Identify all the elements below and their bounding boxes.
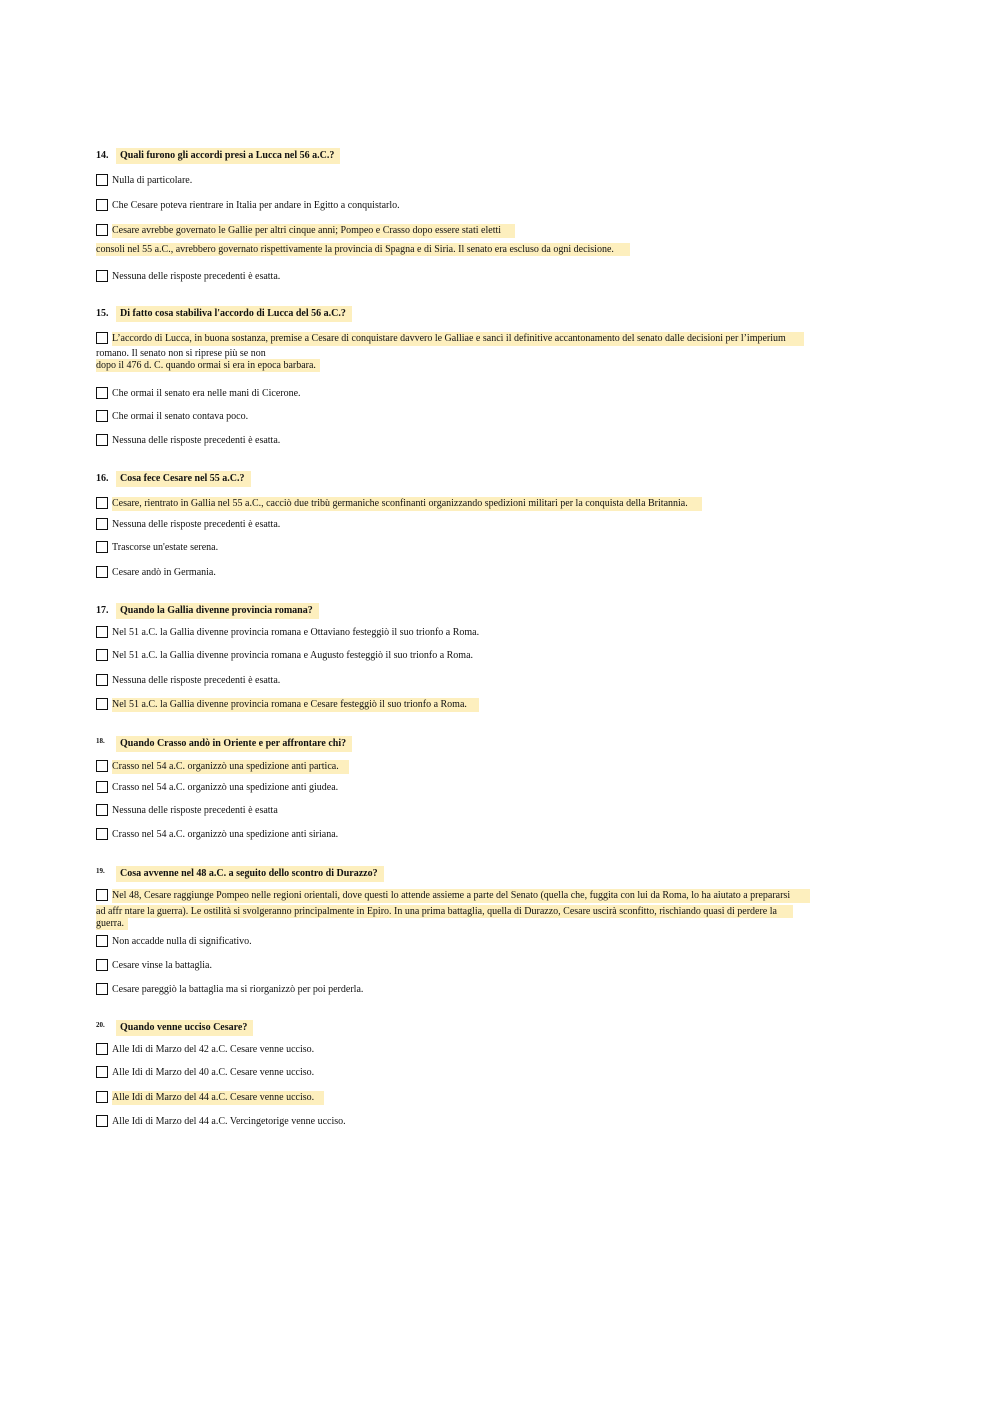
question-text: Quali furono gli accordi presi a Lucca nel 56 a.C.? xyxy=(116,148,340,164)
answer-label: Cesare avrebbe governato le Gallie per altri cinque anni; Pompeo e Crasso dopo essere stati eletti xyxy=(112,224,515,238)
answer-label: Nel 51 a.C. la Gallia divenne provincia romana e Ottaviano festeggiò il suo trionfo a Roma. xyxy=(112,627,480,638)
answer-option xyxy=(96,434,284,448)
answer-checkbox[interactable] xyxy=(96,541,108,553)
answer-checkbox[interactable] xyxy=(96,174,108,186)
question-text: Di fatto cosa stabiliva l'accordo di Lucca del 56 a.C.? xyxy=(116,306,352,322)
question-number: 18. xyxy=(96,737,105,745)
question-number: 14. xyxy=(96,150,109,161)
answer-checkbox[interactable] xyxy=(96,566,108,578)
question-number: 16. xyxy=(96,473,109,484)
question-text: Cosa avvenne nel 48 a.C. a seguito dello scontro di Durazzo? xyxy=(116,866,384,882)
answer-option xyxy=(96,760,349,774)
answer-checkbox[interactable] xyxy=(96,828,108,840)
question-text: Quando la Gallia divenne provincia romana? xyxy=(116,603,319,619)
answer-option xyxy=(96,410,252,424)
answer-option xyxy=(96,649,477,663)
answer-option xyxy=(96,270,284,284)
answer-checkbox[interactable] xyxy=(96,781,108,793)
answer-option xyxy=(96,959,216,973)
answer-option xyxy=(96,626,483,640)
question-number: 15. xyxy=(96,308,109,319)
answer-label: Crasso nel 54 a.C. organizzò una spedizione anti partica. xyxy=(112,760,349,774)
answer-option xyxy=(96,566,220,580)
answer-checkbox[interactable] xyxy=(96,959,108,971)
answer-label: Nulla di particolare. xyxy=(112,175,193,186)
answer-checkbox[interactable] xyxy=(96,804,108,816)
question-18 xyxy=(96,737,352,749)
answer-checkbox[interactable] xyxy=(96,387,108,399)
answer-checkbox[interactable] xyxy=(96,224,108,236)
answer-label: Cesare vinse la battaglia. xyxy=(112,960,212,971)
answer-checkbox[interactable] xyxy=(96,199,108,211)
answer-label-continued: guerra. xyxy=(96,917,128,930)
question-text: Cosa fece Cesare nel 55 a.C.? xyxy=(116,471,251,487)
answer-checkbox[interactable] xyxy=(96,1043,108,1055)
question-17 xyxy=(96,605,319,616)
answer-option xyxy=(96,1091,324,1105)
answer-label: Nel 48, Cesare raggiunge Pompeo nelle regioni orientali, dove questi lo attende assieme a parte del Senato (quella che, fuggita con lui da Roma, lo ha aiutato a prepararsi xyxy=(112,889,810,903)
answer-label: Che ormai il senato era nelle mani di Cicerone. xyxy=(112,388,301,399)
answer-checkbox[interactable] xyxy=(96,332,108,344)
answer-label: Nessuna delle risposte precedenti è esatta. xyxy=(112,435,281,446)
answer-label: Trascorse un'estate serena. xyxy=(112,542,219,553)
answer-label-continued: ad affr ntare la guerra). Le ostilità si svolgeranno principalmente in Epiro. In una prima battaglia, quella di Durazzo, Cesare uscirà sconfitto, rischiando quasi di perdere la xyxy=(96,905,793,918)
answer-checkbox[interactable] xyxy=(96,889,108,901)
answer-checkbox[interactable] xyxy=(96,649,108,661)
answer-option xyxy=(96,497,702,511)
answer-option xyxy=(96,541,222,555)
answer-option xyxy=(96,781,342,795)
answer-checkbox[interactable] xyxy=(96,434,108,446)
answer-checkbox[interactable] xyxy=(96,983,108,995)
answer-option xyxy=(96,1043,318,1057)
question-15 xyxy=(96,308,352,319)
answer-option xyxy=(96,1115,350,1129)
answer-checkbox[interactable] xyxy=(96,626,108,638)
answer-label: Alle Idi di Marzo del 44 a.C. Vercingetorige venne ucciso. xyxy=(112,1116,346,1127)
answer-option xyxy=(96,199,404,213)
answer-label: Cesare, rientrato in Gallia nel 55 a.C., cacciò due tribù germaniche sconfinanti organizzando spedizioni militari per la conquista della Britannia. xyxy=(112,497,702,511)
answer-label: Non accadde nulla di significativo. xyxy=(112,936,252,947)
answer-checkbox[interactable] xyxy=(96,518,108,530)
question-text: Quando venne ucciso Cesare? xyxy=(116,1020,253,1036)
question-text: Quando Crasso andò in Oriente e per affrontare chi? xyxy=(116,736,352,752)
answer-checkbox[interactable] xyxy=(96,270,108,282)
answer-option xyxy=(96,674,284,688)
answer-label: Crasso nel 54 a.C. organizzò una spedizione anti siriana. xyxy=(112,829,339,840)
answer-checkbox[interactable] xyxy=(96,410,108,422)
answer-label: Nel 51 a.C. la Gallia divenne provincia romana e Augusto festeggiò il suo trionfo a Roma. xyxy=(112,650,474,661)
answer-label: Alle Idi di Marzo del 44 a.C. Cesare venne ucciso. xyxy=(112,1091,324,1105)
answer-checkbox[interactable] xyxy=(96,760,108,772)
answer-option xyxy=(96,983,367,997)
answer-label: Nessuna delle risposte precedenti è esatta. xyxy=(112,271,281,282)
answer-option xyxy=(96,935,256,949)
answer-label: Nessuna delle risposte precedenti è esatta. xyxy=(112,519,281,530)
answer-checkbox[interactable] xyxy=(96,935,108,947)
answer-label: Cesare andò in Germania. xyxy=(112,567,216,578)
answer-option xyxy=(96,387,305,401)
answer-label: Nessuna delle risposte precedenti è esatta xyxy=(112,805,278,816)
answer-option xyxy=(96,1066,318,1080)
answer-option xyxy=(96,698,479,712)
answer-label-continued: consoli nel 55 a.C., avrebbero governato rispettivamente la provincia di Spagna e di Siria. Il senato era escluso da ogni decisione. xyxy=(96,243,630,256)
question-number: 17. xyxy=(96,605,109,616)
question-number: 20. xyxy=(96,1021,105,1029)
answer-label: Che Cesare poteva rientrare in Italia per andare in Egitto a conquistarlo. xyxy=(112,200,400,211)
answer-checkbox[interactable] xyxy=(96,674,108,686)
answer-checkbox[interactable] xyxy=(96,497,108,509)
answer-checkbox[interactable] xyxy=(96,1115,108,1127)
answer-label: Crasso nel 54 a.C. organizzò una spedizione anti giudea. xyxy=(112,782,339,793)
answer-checkbox[interactable] xyxy=(96,698,108,710)
question-16 xyxy=(96,473,251,484)
answer-checkbox[interactable] xyxy=(96,1066,108,1078)
question-14 xyxy=(96,150,340,161)
answer-label: Nessuna delle risposte precedenti è esatta. xyxy=(112,675,281,686)
answer-label: Cesare pareggiò la battaglia ma si riorganizzò per poi perderla. xyxy=(112,984,364,995)
answer-label: Nel 51 a.C. la Gallia divenne provincia romana e Cesare festeggiò il suo trionfo a Roma. xyxy=(112,698,479,712)
answer-option xyxy=(96,828,342,842)
answer-option xyxy=(96,518,284,532)
answer-option xyxy=(96,174,196,188)
answer-checkbox[interactable] xyxy=(96,1091,108,1103)
question-20 xyxy=(96,1021,253,1033)
question-number: 19. xyxy=(96,867,105,875)
question-19 xyxy=(96,867,384,879)
answer-label: Alle Idi di Marzo del 40 a.C. Cesare venne ucciso. xyxy=(112,1067,315,1078)
answer-label: Alle Idi di Marzo del 42 a.C. Cesare venne ucciso. xyxy=(112,1044,315,1055)
answer-label: Che ormai il senato contava poco. xyxy=(112,411,249,422)
answer-label-continued: dopo il 476 d. C. quando ormai si era in epoca barbara. xyxy=(96,359,320,372)
answer-label: L’accordo di Lucca, in buona sostanza, premise a Cesare di conquistare davvero le Galliae e sancì il definitive accantonamento del senato dalle decisioni per l’imperium xyxy=(112,332,804,346)
answer-label-continued: romano. Il senato non si riprese più se non xyxy=(96,348,266,359)
answer-option xyxy=(96,804,282,818)
